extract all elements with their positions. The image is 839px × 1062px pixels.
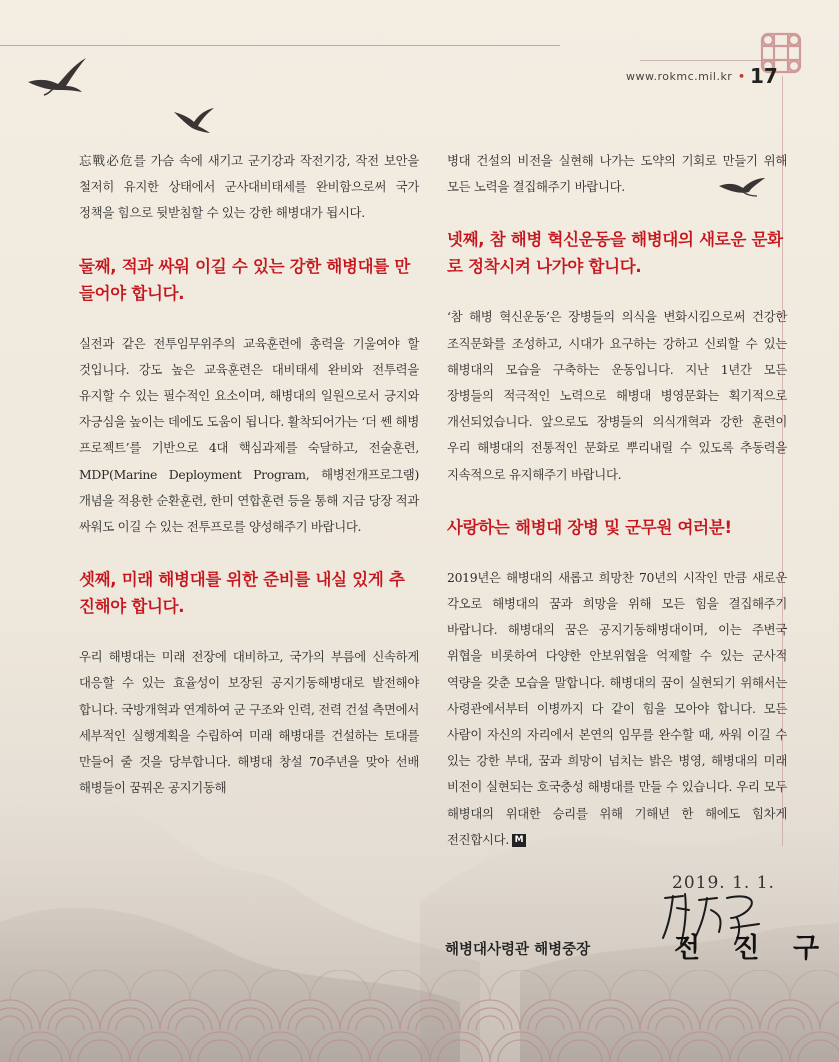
- letter-date: 2019. 1. 1.: [672, 873, 775, 893]
- section-heading-second: 둘째, 적과 싸워 이길 수 있는 강한 해병대를 만들어야 합니다.: [79, 256, 411, 303]
- section-heading-fourth: 넷째, 참 해병 혁신운동을 해병대의 새로운 문화로 정착시켜 나가야 합니다.: [447, 230, 783, 277]
- body-paragraph: 병대 건설의 비전을 실현해 나가는 도약의 기회로 만들기 위해 모든 노력을 결집해주기 바랍니다.: [447, 153, 787, 195]
- header-divider: [0, 45, 560, 46]
- header-separator: •: [738, 70, 746, 83]
- section-heading-third: 셋째, 미래 해병대를 위한 준비를 내실 있게 추진해야 합니다.: [79, 570, 405, 617]
- signatory-name: 전 진 구: [674, 933, 832, 964]
- website-url: www.rokmc.mil.kr: [626, 70, 733, 83]
- wave-pattern-footer: [0, 970, 839, 1062]
- body-paragraph: 忘戰必危를 가슴 속에 새기고 군기강과 작전기강, 작전 보안을 철저히 유지한 상태에서 군사대비태세를 완비함으로써 국가 정책을 힘으로 뒷받침할 수 있는 강한 해병대가 됩시다.: [79, 153, 419, 221]
- body-paragraph-closing: [447, 565, 787, 853]
- section-heading-greeting: 사랑하는 해병대 장병 및 군무원 여러분!: [447, 517, 732, 537]
- end-mark: M: [512, 834, 526, 847]
- closing-text: 2019년은 해병대의 새롭고 희망찬 70년의 시작인 만큼 새로운 각오로 해병대의 꿈과 희망을 위해 모든 힘을 결집해주기 바랍니다. 해병대의 꿈은 공지기동해병대이며, 이는 주변국 위협을 비롯하여 다양한 안보위협을 억제할 수 있는 군사적 역량을 갖춘 모습을 말합니다. 해병대의 꿈이 실현되기 위해서는 사령관에서부터 이병까지 다 같이 힘을 모아야 합니다. 모든 사람이 자신의 자리에서 본연의 임무를 완수할 때, 싸워 이길 수 있는 강한 부대, 꿈과 희망이 넘치는 밝은 병영, 해병대의 미래 비전이 실현되는 호국충성 해병대를 만들 수 있습니다. 우리 모두 해병대의 위대한 승리를 위해 기해년 한 해에도 힘차게 전진합시다.: [447, 569, 787, 847]
- body-paragraph: 실전과 같은 전투임무위주의 교육훈련에 총력을 기울여야 할 것입니다. 강도 높은 교육훈련은 대비태세 완비와 전투력을 유지할 수 있는 필수적인 요소이며, 해병대의 일원으로서 긍지와 자긍심을 높이는 데에도 도움이 됩니다. 활착되어가는 ‘더 쎈 해병 프로젝트’를 기반으로 4대 핵심과제를 숙달하고, 전술훈련, MDP(Marine Deployment Program, 해병전개프로그램) 개념을 적용한 순환훈련, 한미 연합훈련 등을 통해 지금 당장 적과 싸워도 이길 수 있는 전투프로를 양성해주기 바랍니다.: [79, 335, 419, 535]
- crane-bird-icon: [172, 106, 216, 134]
- signatory-title: 해병대사령관 해병중장: [445, 942, 591, 958]
- left-column: [79, 148, 419, 801]
- body-paragraph: ‘참 해병 혁신운동’은 장병들의 의식을 변화시킴으로써 건강한 조직문화를 조성하고, 시대가 요구하는 강하고 신뢰할 수 있는 해병대의 모습을 구축하는 운동입니다. 지난 1년간 모든 장병들의 적극적인 노력으로 해병대 병영문화는 획기적으로 개선되었습니다. 앞으로도 장병들의 의식개혁과 강한 훈련이 우리 해병대의 전통적인 문화로 뿌리내릴 수 있도록 추동력을 지속적으로 유지해주기 바랍니다.: [447, 309, 787, 482]
- body-paragraph: 우리 해병대는 미래 전장에 대비하고, 국가의 부름에 신속하게 대응할 수 있는 효율성이 보장된 공지기동해병대로 발전해야 합니다. 국방개혁과 연계하여 군 구조와 인력, 전력 건설 측면에서 세부적인 실행계획을 수립하여 미래 해병대를 건설하는 토대를 만들어 줄 것을 당부합니다. 해병대 창설 70주년을 맞아 선배 해병들이 꿈꿔온 공지기동해: [79, 649, 419, 796]
- crane-bird-icon: [26, 56, 88, 96]
- right-column: [447, 148, 787, 853]
- page-number: 17: [750, 64, 778, 88]
